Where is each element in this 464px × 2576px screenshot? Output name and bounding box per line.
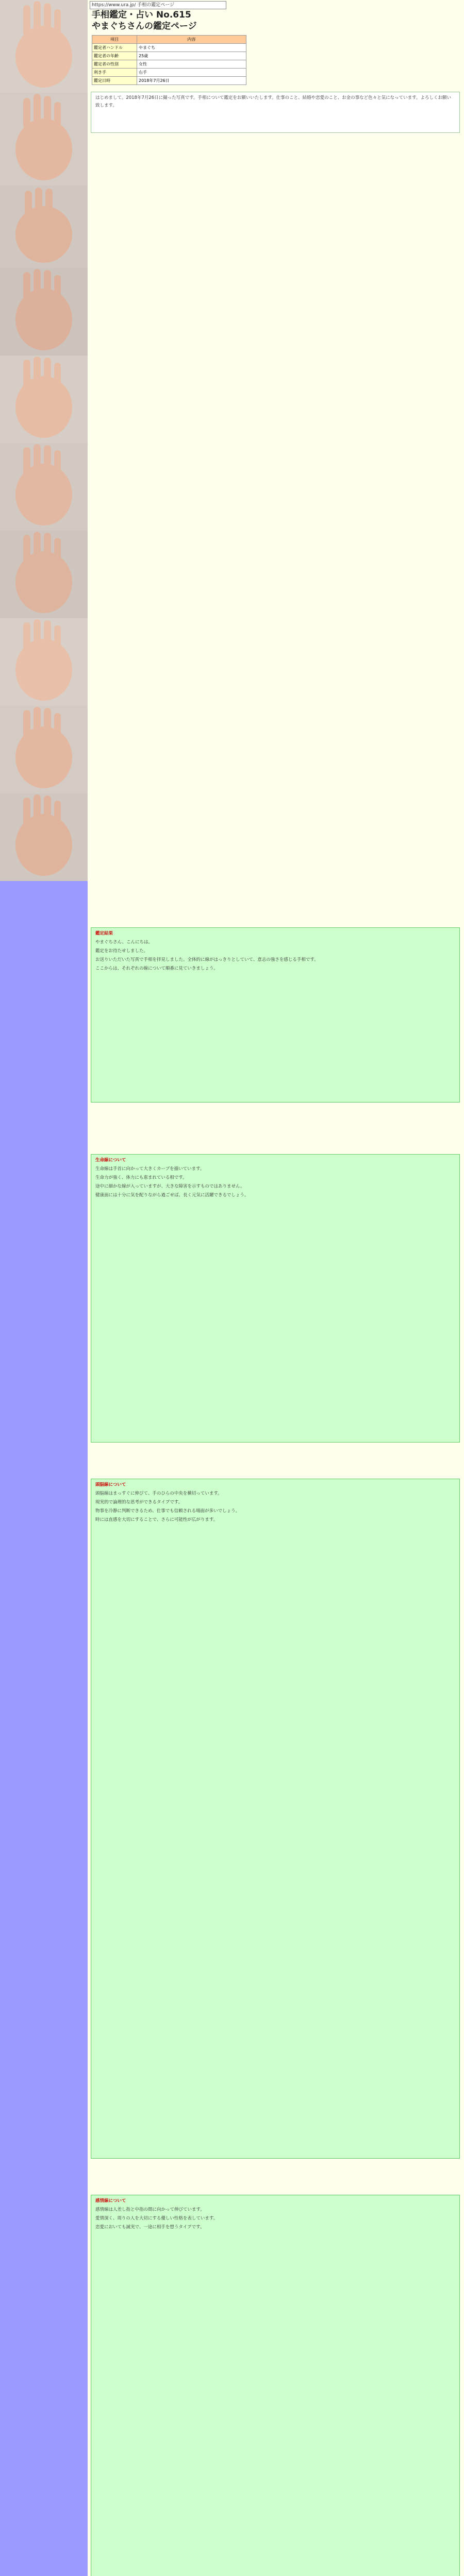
intro-text: はじめまして。2018年7月26日に撮った写真です。手相について鑑定をお願いいたします。仕事のこと、結婚や恋愛のこと、お金の事など色々と気になっています。よろしくお願い致します。 bbox=[95, 95, 451, 108]
palm-photo-1 bbox=[0, 0, 88, 93]
info-header-content: 内容 bbox=[137, 36, 246, 44]
section-result bbox=[91, 927, 460, 1103]
section-para: 頭脳線はまっすぐに伸びて、手のひらの中央を横切っています。 bbox=[95, 1491, 222, 1496]
section-para: ここからは、それぞれの線について順番に見ていきましょう。 bbox=[95, 966, 218, 971]
section-para: 生命線は手首に向かって大きくカーブを描いています。 bbox=[95, 1166, 205, 1172]
info-key: 鑑定日時 bbox=[92, 77, 137, 85]
section-para: 生命力が強く、体力にも恵まれている相です。 bbox=[95, 1175, 187, 1180]
palm-photo-10 bbox=[0, 793, 88, 881]
info-value: やまぐち bbox=[137, 44, 246, 52]
photo-column bbox=[0, 0, 88, 2576]
info-key: 鑑定者ハンドル bbox=[92, 44, 137, 52]
main-content bbox=[88, 0, 464, 2576]
section-head-line bbox=[91, 1479, 460, 2159]
palm-photo-7 bbox=[0, 531, 88, 618]
section-title: 頭脳線について bbox=[95, 1482, 126, 1487]
section-heart-line bbox=[91, 2195, 460, 2576]
palm-photo-6 bbox=[0, 443, 88, 531]
info-table bbox=[92, 35, 246, 85]
info-value: 2018年7月26日 bbox=[137, 77, 246, 85]
section-para: 健康面には十分に気を配りながら過ごせば、長く元気に活躍できるでしょう。 bbox=[95, 1193, 249, 1198]
title-line-1: 手相鑑定・占い No.615 bbox=[92, 10, 191, 20]
palm-photo-5 bbox=[0, 355, 88, 443]
info-key: 鑑定者の性別 bbox=[92, 60, 137, 69]
section-title: 鑑定結果 bbox=[95, 931, 113, 936]
section-life-line bbox=[91, 1154, 460, 1443]
info-key: 鑑定者の年齢 bbox=[92, 52, 137, 60]
info-value: 女性 bbox=[137, 60, 246, 69]
section-para: 感情線は人差し指と中指の間に向かって伸びています。 bbox=[95, 2207, 205, 2212]
section-para: 鑑定をお待たせしました。 bbox=[95, 948, 148, 954]
info-key: 利き手 bbox=[92, 69, 137, 77]
section-para: 愛情深く、周りの人を大切にする優しい性格を表しています。 bbox=[95, 2216, 218, 2221]
title-line-2: やまぐちさんの鑑定ページ bbox=[92, 21, 197, 31]
palm-photo-8 bbox=[0, 618, 88, 706]
page-title bbox=[92, 9, 197, 32]
section-title: 生命線について bbox=[95, 1158, 126, 1163]
section-para: 物事を冷静に判断できるため、仕事でも信頼される場面が多いでしょう。 bbox=[95, 1509, 240, 1514]
palm-photo-4 bbox=[0, 268, 88, 355]
section-title: 感情線について bbox=[95, 2198, 126, 2204]
palm-photo-2 bbox=[0, 93, 88, 185]
info-header-item: 項目 bbox=[92, 36, 137, 44]
palm-photo-9 bbox=[0, 706, 88, 793]
palm-photo-3 bbox=[0, 185, 88, 268]
section-para: 時には直感を大切にすることで、さらに可能性が広がります。 bbox=[95, 1517, 218, 1522]
section-para: 恋愛においても誠実で、一途に相手を想うタイプです。 bbox=[95, 2225, 205, 2230]
section-para: 途中に細かな線が入っていますが、大きな障害を示すものではありません。 bbox=[95, 1184, 245, 1189]
section-para: 現実的で論理的な思考ができるタイプです。 bbox=[95, 1500, 183, 1505]
section-para: やまぐちさん、こんにちは。 bbox=[95, 940, 153, 945]
info-value: 25歳 bbox=[137, 52, 246, 60]
address-bar[interactable]: https://www.ura.jp/ 手相の鑑定ページ bbox=[90, 1, 226, 9]
info-value: 右手 bbox=[137, 69, 246, 77]
section-para: お送りいただいた写真で手相を拝見しました。全体的に線がはっきりとしていて、意志の強さを感じる手相です。 bbox=[95, 957, 319, 962]
intro-box bbox=[91, 92, 460, 133]
